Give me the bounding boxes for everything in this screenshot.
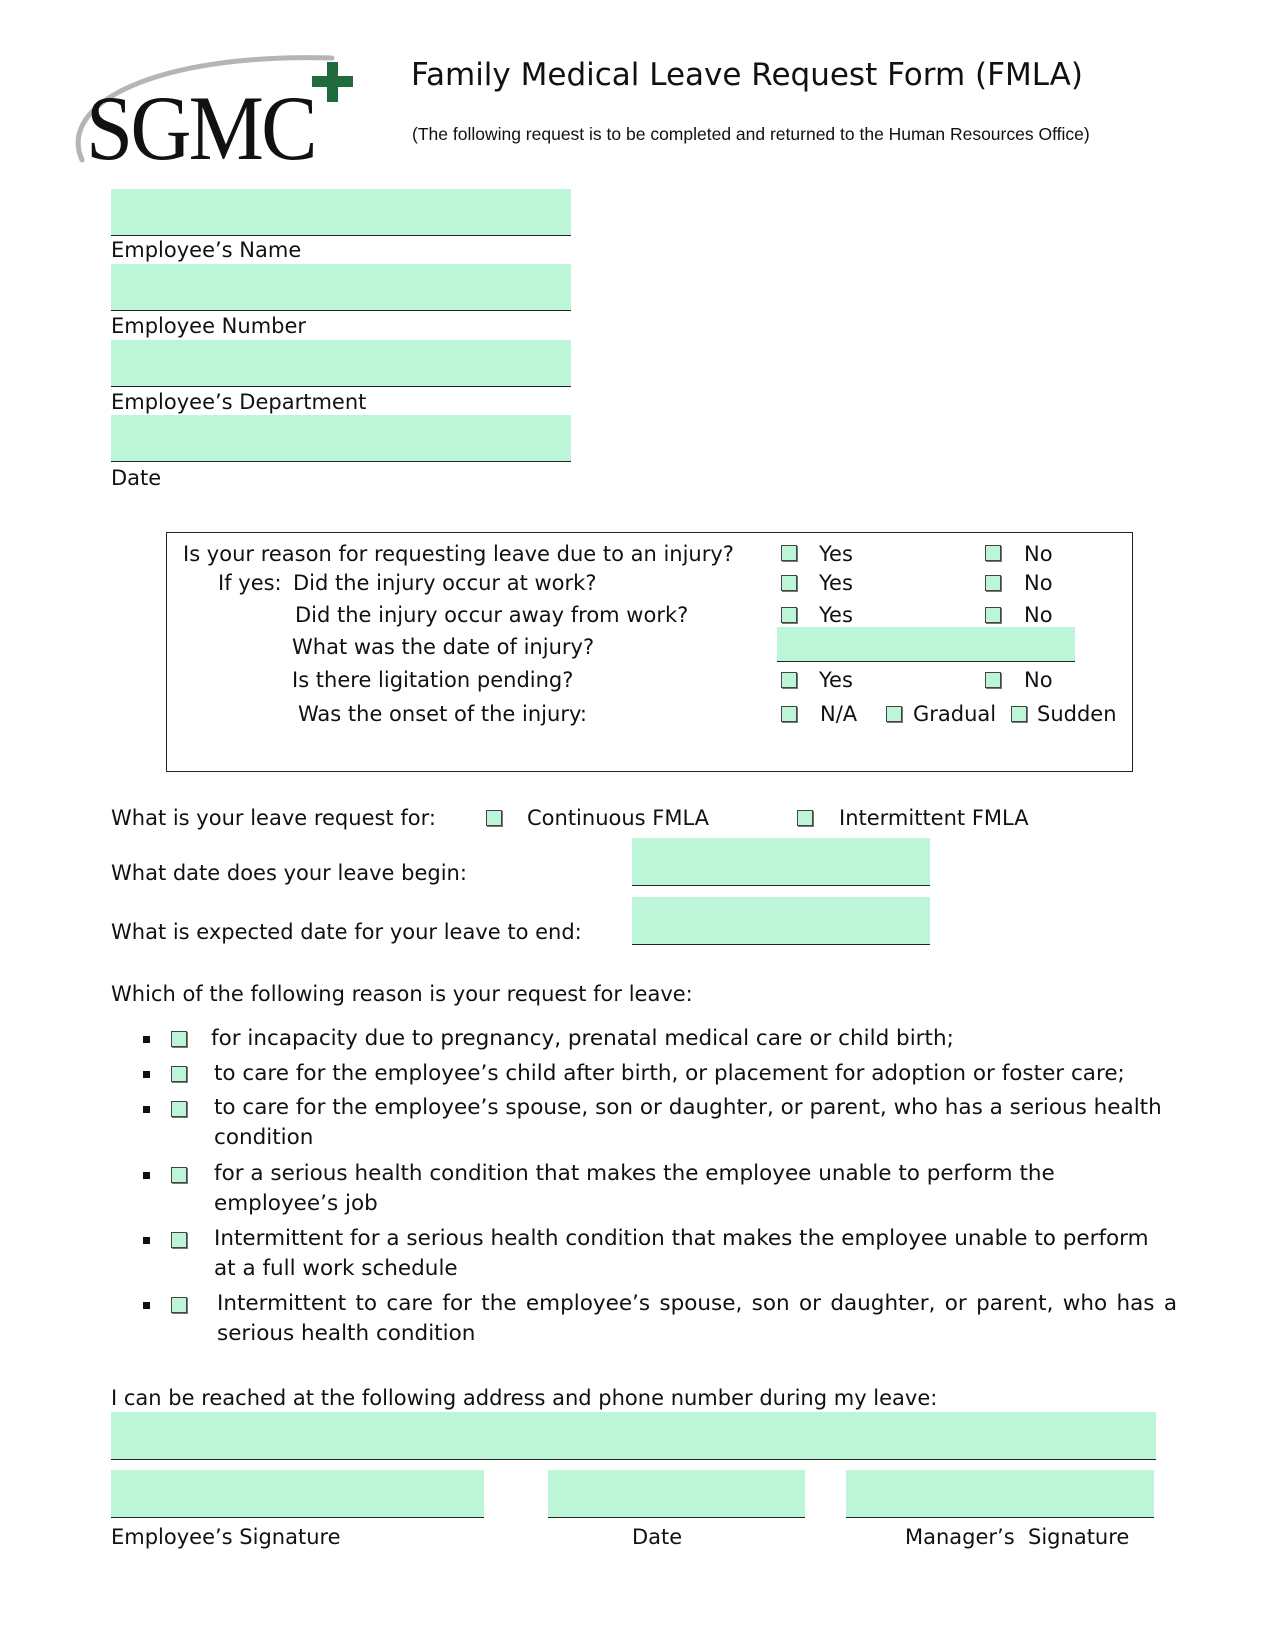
reason-intermittent-own-checkbox[interactable] [171,1232,187,1248]
onset-gradual-checkbox[interactable] [886,706,902,722]
injury-yes-checkbox[interactable] [781,545,797,561]
work-injury-question: Did the injury occur at work? [293,571,597,595]
reason-family-health-text: to care for the employee’s spouse, son or daughter, or parent, who has a serious health condition [214,1095,1162,1150]
reason-own-health-checkbox[interactable] [171,1167,187,1183]
date-label: Date [111,466,162,490]
onset-question: Was the onset of the injury: [298,702,587,726]
contact-field[interactable] [111,1412,1156,1460]
employee-department-field[interactable] [111,340,571,387]
manager-signature-field[interactable] [846,1470,1154,1518]
employee-signature-label: Employee’s Signature [111,1525,341,1549]
date-field[interactable] [111,415,571,462]
away-injury-question: Did the injury occur away from work? [295,603,689,627]
work-injury-no-checkbox[interactable] [985,575,1001,591]
signature-date-label: Date [632,1525,683,1549]
work-injury-no-label: No [1024,571,1053,595]
away-injury-no-checkbox[interactable] [985,607,1001,623]
leave-type-question: What is your leave request for: [111,806,436,830]
leave-begin-field[interactable] [632,838,930,886]
reason-pregnancy-text: for incapacity due to pregnancy, prenatal medical care or child birth; [211,1026,954,1051]
onset-na-checkbox[interactable] [781,706,797,722]
away-injury-no-label: No [1024,603,1053,627]
employee-name-field[interactable] [111,189,571,236]
bullet [143,1036,150,1043]
litigation-no-checkbox[interactable] [985,672,1001,688]
injury-no-checkbox[interactable] [985,545,1001,561]
signature-date-field[interactable] [548,1470,805,1518]
contact-statement: I can be reached at the following address and phone number during my leave: [111,1386,938,1410]
leave-begin-question: What date does your leave begin: [111,861,467,885]
litigation-question: Is there ligitation pending? [292,668,574,692]
onset-na-label: N/A [820,702,858,726]
intermittent-fmla-label: Intermittent FMLA [839,806,1029,830]
logo-text: SGMC [86,77,315,179]
reason-family-health-checkbox[interactable] [171,1101,187,1117]
onset-sudden-checkbox[interactable] [1011,706,1027,722]
form-title: Family Medical Leave Request Form (FMLA) [411,57,1083,93]
employee-department-label: Employee’s Department [111,390,367,414]
reason-own-health-text: for a serious health condition that makes the employee unable to perform the employee’s job [214,1161,1055,1216]
bullet [143,1302,150,1309]
employee-name-label: Employee’s Name [111,238,302,262]
reason-intermittent-family-text: Intermittent to care for the employee’s spouse, son or daughter, or parent, who has a serious health condition [217,1291,1177,1346]
injury-date-question: What was the date of injury? [292,635,595,659]
work-injury-yes-label: Yes [819,571,853,595]
form-subtitle: (The following request is to be completed and returned to the Human Resources Office) [412,124,1090,144]
reason-intermittent-family-checkbox[interactable] [171,1297,187,1313]
litigation-no-label: No [1024,668,1053,692]
reason-intermittent-own-text: Intermittent for a serious health condition that makes the employee unable to perform at a full work schedule [214,1226,1149,1281]
leave-end-question: What is expected date for your leave to end: [111,920,582,944]
if-yes-label: If yes: [218,571,282,595]
continuous-fmla-checkbox[interactable] [486,810,502,826]
away-injury-yes-checkbox[interactable] [781,607,797,623]
employee-signature-field[interactable] [111,1470,484,1518]
continuous-fmla-label: Continuous FMLA [527,806,710,830]
intermittent-fmla-checkbox[interactable] [797,810,813,826]
bullet [143,1237,150,1244]
work-injury-yes-checkbox[interactable] [781,575,797,591]
away-injury-yes-label: Yes [819,603,853,627]
employee-number-field[interactable] [111,264,571,311]
reason-child-care-text: to care for the employee’s child after birth, or placement for adoption or foster care; [214,1061,1125,1086]
injury-date-field[interactable] [777,627,1075,662]
litigation-yes-checkbox[interactable] [781,672,797,688]
onset-sudden-label: Sudden [1037,702,1117,726]
litigation-yes-label: Yes [819,668,853,692]
reason-pregnancy-checkbox[interactable] [171,1031,187,1047]
injury-question: Is your reason for requesting leave due to an injury? [183,542,734,566]
reason-child-care-checkbox[interactable] [171,1066,187,1082]
bullet [143,1172,150,1179]
manager-signature-label: Manager’s Signature [905,1525,1130,1549]
bullet [143,1106,150,1113]
bullet [143,1071,150,1078]
injury-yes-label: Yes [819,542,853,566]
injury-no-label: No [1024,542,1053,566]
onset-gradual-label: Gradual [913,702,997,726]
employee-number-label: Employee Number [111,314,307,338]
reasons-heading: Which of the following reason is your request for leave: [111,982,693,1006]
leave-end-field[interactable] [632,897,930,945]
